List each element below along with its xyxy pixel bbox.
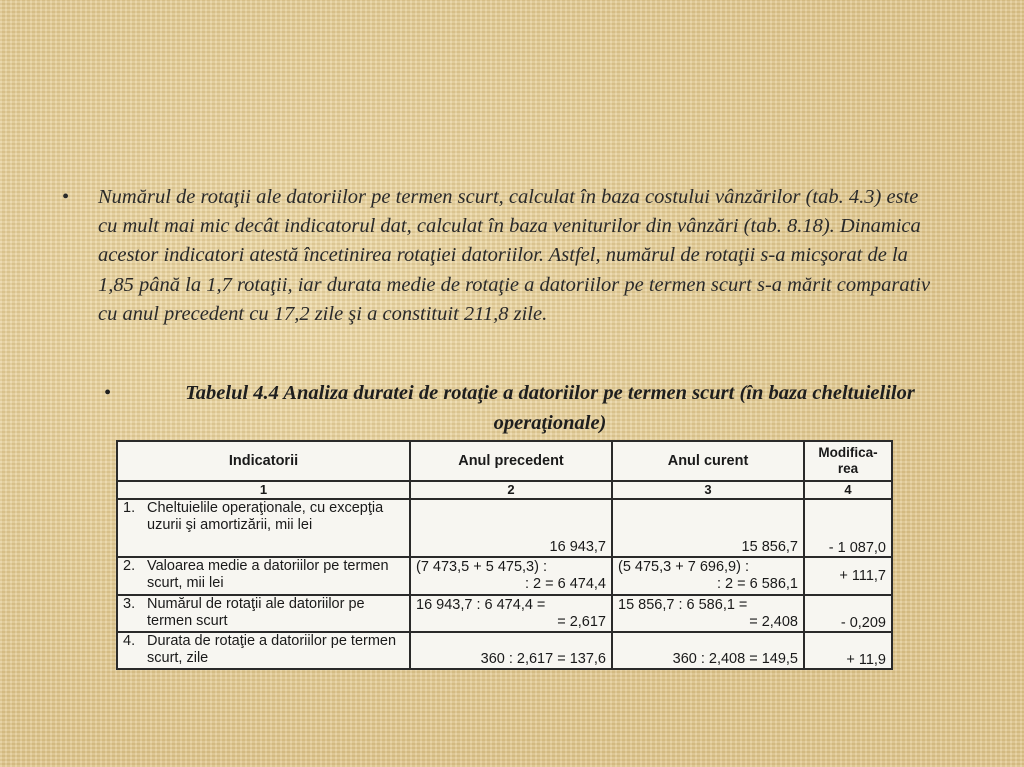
- indicator-cell: [117, 557, 410, 595]
- column-number: 1: [117, 481, 410, 499]
- body-paragraph: [62, 183, 942, 329]
- indicator-label: Numărul de rotaţii ale datoriilor pe termen scurt: [147, 596, 365, 629]
- column-number: 2: [410, 481, 612, 499]
- curr-year-cell: [612, 499, 804, 557]
- header-modificarea: Modifica-rea: [804, 441, 892, 481]
- prev-result: = 2,617: [557, 614, 606, 630]
- table-row: [117, 595, 892, 632]
- curr-result: = 2,408: [749, 614, 798, 630]
- change-cell: + 111,7: [804, 557, 892, 595]
- row-number: 1.: [123, 500, 136, 516]
- column-number: 3: [612, 481, 804, 499]
- prev-value: 16 943,7: [549, 539, 606, 555]
- paragraph-text: Numărul de rotaţii ale datoriilor pe termen scurt, calculat în baza costului vânzărilor (tab. 4.3) este cu mult mai mic decât indicatorul dat, calculat în baza veniturilor din vânzări (tab. 8.18). Dinamica acestor indicatori atestă încetinirea rotaţiei datoriilor. Astfel, numărul de rotaţii s-a micşorat de la 1,85 până la 1,7 rotaţii, iar durata medie de rotaţie a datoriilor pe termen scurt s-a mărit comparativ cu anul precedent cu 17,2 zile şi a constituit 211,8 zile.: [98, 186, 931, 325]
- header-anul-curent: Anul curent: [612, 441, 804, 481]
- prev-formula: 16 943,7 : 6 474,4 =: [416, 597, 546, 613]
- header-indicatorii: Indicatorii: [117, 441, 410, 481]
- curr-year-cell: [612, 595, 804, 632]
- table-caption: [100, 378, 960, 438]
- curr-value: 15 856,7: [741, 539, 798, 555]
- prev-value: 360 : 2,617 = 137,6: [480, 651, 606, 667]
- change-cell: - 0,209: [804, 595, 892, 632]
- table-image: [116, 440, 891, 668]
- row-number: 3.: [123, 596, 136, 612]
- prev-year-cell: [410, 557, 612, 595]
- prev-year-cell: [410, 632, 612, 669]
- curr-formula: 15 856,7 : 6 586,1 =: [618, 597, 748, 613]
- bullet-marker: •: [62, 186, 70, 208]
- table-row: [117, 632, 892, 669]
- prev-result: : 2 = 6 474,4: [524, 576, 606, 592]
- curr-formula: (5 475,3 + 7 696,9) :: [618, 559, 749, 575]
- indicator-label: Valoarea medie a datoriilor pe termen scurt, mii lei: [147, 558, 389, 591]
- change-cell: + 11,9: [804, 632, 892, 669]
- rotation-table: [116, 440, 893, 670]
- column-number: 4: [804, 481, 892, 499]
- row-number: 4.: [123, 633, 136, 649]
- table-header-row: [117, 441, 892, 481]
- curr-value: 360 : 2,408 = 149,5: [672, 651, 798, 667]
- indicator-cell: [117, 632, 410, 669]
- change-cell: - 1 087,0: [804, 499, 892, 557]
- table-row: [117, 557, 892, 595]
- curr-result: : 2 = 6 586,1: [716, 576, 798, 592]
- caption-text: Tabelul 4.4 Analiza duratei de rotaţie a datoriilor pe termen scurt (în baza cheltuielilor operaţionale): [185, 382, 915, 434]
- prev-formula: (7 473,5 + 5 475,3) :: [416, 559, 547, 575]
- prev-year-cell: [410, 499, 612, 557]
- indicator-label: Cheltuielile operaţionale, cu excepţia uzurii şi amortizării, mii lei: [147, 500, 384, 533]
- prev-year-cell: [410, 595, 612, 632]
- indicator-cell: [117, 499, 410, 557]
- indicator-label: Durata de rotaţie a datoriilor pe termen scurt, zile: [147, 633, 397, 666]
- curr-year-cell: [612, 632, 804, 669]
- indicator-cell: [117, 595, 410, 632]
- column-number-row: [117, 481, 892, 499]
- caption-bullet-marker: •: [104, 382, 112, 404]
- header-anul-precedent: Anul precedent: [410, 441, 612, 481]
- curr-year-cell: [612, 557, 804, 595]
- row-number: 2.: [123, 558, 136, 574]
- table-row: [117, 499, 892, 557]
